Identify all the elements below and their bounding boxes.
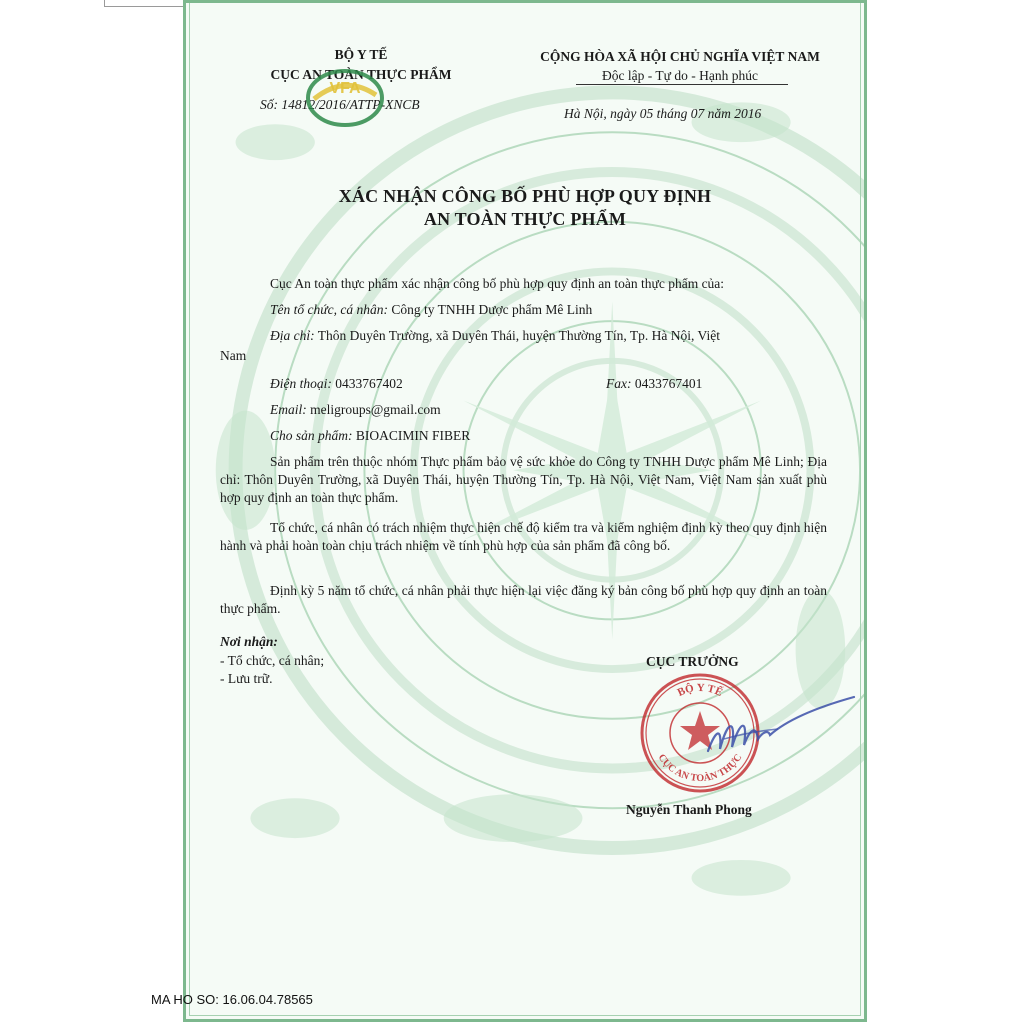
email-label: Email:	[270, 402, 307, 417]
agency-name: CỤC AN TOÀN THỰC PHẨM	[270, 67, 452, 82]
org-value: Công ty TNHH Dược phẩm Mê Linh	[387, 302, 593, 317]
recipient-item-2: - Lưu trữ.	[220, 671, 273, 686]
doc-title-line2: AN TOÀN THỰC PHẨM	[423, 209, 627, 229]
fax-value: 0433767401	[631, 376, 703, 391]
fax-field	[606, 376, 702, 392]
ministry-name: BỘ Y TẾ	[334, 47, 388, 62]
corner-box	[104, 0, 184, 7]
phone-field	[270, 376, 403, 392]
recipients-label: Nơi nhận:	[220, 634, 278, 649]
email-value: meligroups@gmail.com	[306, 402, 441, 417]
stamp-top-text: BỘ Y TẾ	[675, 681, 725, 699]
product-field	[270, 428, 470, 444]
signer-name: Nguyễn Thanh Phong	[626, 802, 752, 817]
paragraph-renewal: Định kỳ 5 năm tổ chức, cá nhân phải thực hiện lại việc đăng ký bản công bố phù hợp quy định an toàn thực phẩm.	[220, 583, 827, 616]
nation-name: CỘNG HÒA XÃ HỘI CHỦ NGHĨA VIỆT NAM	[540, 49, 820, 64]
recipient-item-1: - Tổ chức, cá nhân;	[220, 653, 325, 668]
dossier-code: MA HO SO: 16.06.04.78565	[151, 992, 313, 1007]
product-value: BIOACIMIN FIBER	[352, 428, 471, 443]
paragraph-responsibility: Tổ chức, cá nhân có trách nhiệm thực hiện chế độ kiểm tra và kiểm nghiệm định kỳ theo quy định hiện hành và phải hoàn toàn chịu trách nhiệm về tính phù hợp của sản phẩm đã công bố.	[220, 520, 827, 553]
signer-position: CỤC TRƯỞNG	[646, 654, 739, 669]
doc-title-line1: XÁC NHẬN CÔNG BỐ PHÙ HỢP QUY ĐỊNH	[338, 186, 712, 206]
logo-text: VFA	[329, 80, 361, 97]
drum-pattern-background	[186, 3, 864, 1019]
org-field	[270, 302, 592, 318]
product-label: Cho sản phẩm:	[270, 428, 353, 443]
place-date: Hà Nội, ngày 05 tháng 07 năm 2016	[564, 106, 762, 121]
address-field	[270, 328, 720, 344]
address-value: Thôn Duyên Trường, xã Duyên Thái, huyện Thường Tín, Tp. Hà Nội, Việt	[314, 328, 720, 343]
org-label: Tên tổ chức, cá nhân:	[270, 302, 388, 317]
address-label: Địa chỉ:	[270, 328, 315, 343]
phone-value: 0433767402	[331, 376, 403, 391]
fax-label: Fax:	[606, 376, 632, 391]
address-continuation: Nam	[220, 348, 247, 363]
handwritten-signature	[698, 689, 858, 769]
motto: Độc lập - Tự do - Hạnh phúc	[602, 68, 758, 83]
paragraph-product-statement: Sản phẩm trên thuộc nhóm Thực phẩm bảo vệ sức khỏe do Công ty TNHH Dược phẩm Mê Linh; Địa chỉ: Thôn Duyên Trường, xã Duyên Thái, huyện Thường Tín, Tp. Hà Nội, Việt Nam, Việt Nam sản xuất phù hợp quy định an toàn thực phẩm.	[220, 454, 827, 505]
motto-underline	[576, 84, 788, 85]
stamp-bottom-text: CỤC AN TOÀN THỰC	[655, 752, 745, 785]
certificate-sheet	[183, 0, 867, 1022]
vfa-logo	[306, 69, 384, 127]
intro-text: Cục An toàn thực phẩm xác nhận công bố phù hợp quy định an toàn thực phẩm của:	[270, 276, 725, 291]
document-number: Số: 14812/2016/ATTP-XNCB	[260, 97, 420, 112]
phone-label: Điện thoại:	[270, 376, 332, 391]
email-field	[270, 402, 441, 418]
